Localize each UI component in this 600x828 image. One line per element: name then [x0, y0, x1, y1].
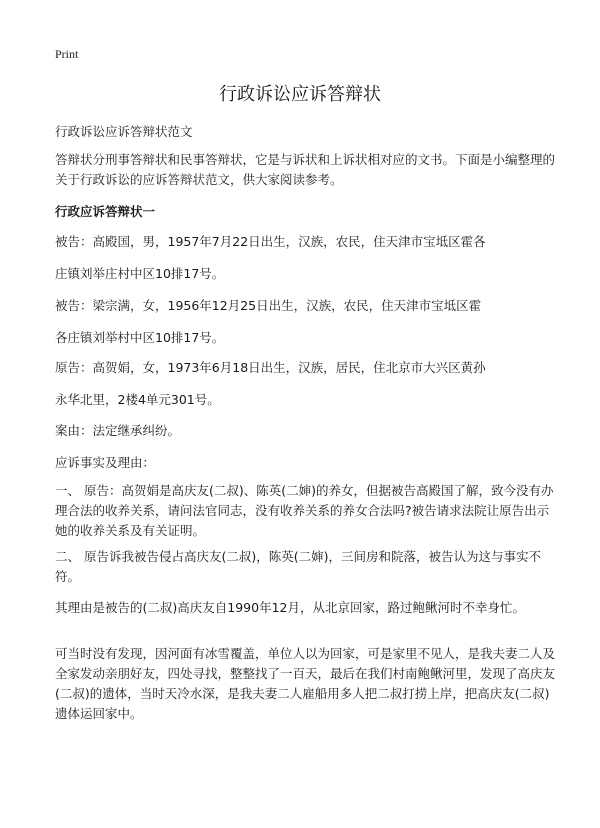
defendant2-line1: 被告：梁宗满，女，1956年12月25日出生，汉族，农民，住天津市宝坻区霍 — [55, 298, 482, 313]
facts-heading: 应诉事实及理由： — [55, 455, 156, 470]
document-title: 行政诉讼应诉答辩状 — [219, 84, 381, 105]
case-cause: 案由：法定继承纠纷。 — [55, 423, 181, 438]
point-one-paragraph: 一、 原告：高贺娟是高庆友(二叔)、陈英(二婶)的养女，但据被告高殿国了解，致今没有办理合法的收养关系，请问法官同志，没有收养关系的养女合法吗?被告请求法院让原告出示她的收养关系及有关证明。 — [55, 483, 554, 538]
defendant1-line1: 被告：高殿国，男，1957年7月22日出生，汉族，农民，住天津市宝坻区霍各 — [55, 234, 486, 249]
section-heading: 行政应诉答辩状一 — [55, 204, 156, 219]
defendant2-line2: 各庄镇刘举村中区10排17号。 — [55, 330, 225, 345]
reason-paragraph: 其理由是被告的(二叔)高庆友自1990年12月，从北京回家，路过鲍鳅河时不幸身忙。 — [55, 600, 525, 615]
point-two-paragraph: 二、 原告诉我被告侵占高庆友(二叔)，陈英(二婶)，三间房和院落，被告认为这与事实不符。 — [55, 549, 541, 584]
document-subtitle: 行政诉讼应诉答辩状范文 — [55, 124, 193, 139]
story-paragraph: 可当时没有发现，因河面有冰雪覆盖，单位人以为回家，可是家里不见人，是我夫妻二人及全家发动亲朋好友，四处寻找，整整找了一百天，最后在我们村南鲍鳅河里，发现了高庆友(二叔)的遗体，当时天冷水深，是我夫妻二人雇船用多人把二叔打捞上岸，把高庆友(二叔)遗体运回家中。 — [55, 646, 556, 721]
intro-paragraph: 答辩状分刑事答辩状和民事答辩状，它是与诉状和上诉状相对应的文书。下面是小编整理的关于行政诉讼的应诉答辩状范文，供大家阅读参考。 — [55, 152, 556, 187]
plaintiff-line1: 原告：高贺娟，女，1973年6月18日出生，汉族，居民，住北京市大兴区黄孙 — [55, 360, 486, 375]
defendant1-line2: 庄镇刘举庄村中区10排17号。 — [55, 266, 225, 281]
print-label: Print — [55, 47, 79, 61]
plaintiff-line2: 永华北里，2楼4单元301号。 — [55, 392, 220, 407]
